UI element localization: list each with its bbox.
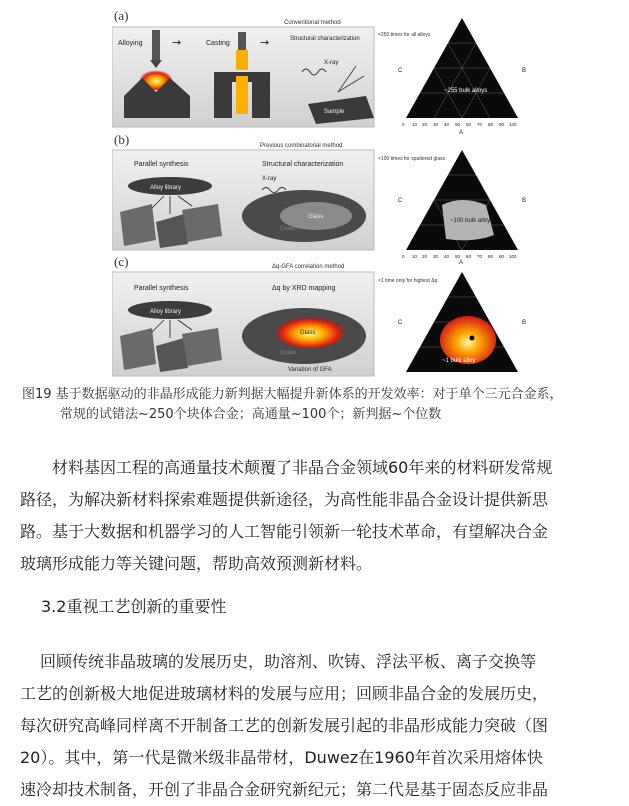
ternary-c-label-b: B <box>522 320 527 326</box>
arrow-icon: → <box>172 36 182 49</box>
svg-text:20: 20 <box>422 254 428 259</box>
ternary-b-label-c: C <box>398 198 403 204</box>
ternary-b-label-a: A <box>459 260 464 266</box>
ternary-a-label-a: A <box>459 130 464 136</box>
svg-text:0: 0 <box>402 122 405 127</box>
panel-c-step-parallel: Parallel synthesis <box>134 285 189 292</box>
panel-b-label: (b) <box>114 132 130 147</box>
svg-text:50: 50 <box>455 254 461 259</box>
svg-text:60: 60 <box>466 122 472 127</box>
svg-text:20: 20 <box>422 122 428 127</box>
svg-text:100: 100 <box>509 254 517 259</box>
paragraph-line: 20）。其中，第一代是微米级非晶带材，Duwez在1960年首次采用熔体快 <box>20 748 543 767</box>
ternary-b-ticks <box>402 254 517 259</box>
panel-a-method-title: Conventional method <box>284 20 341 26</box>
figure-19 <box>112 0 532 382</box>
panel-a-step-casting: Casting <box>206 40 230 47</box>
panel-c-glass-label: Glass <box>300 330 316 336</box>
svg-text:70: 70 <box>477 254 483 259</box>
paragraph-line: 材料基因工程的高通量技术颠覆了非晶合金领域60年来的材料研发常规 <box>52 458 553 477</box>
paragraph-2 <box>20 646 610 806</box>
svg-text:50: 50 <box>455 122 461 127</box>
caption-line-2: 常规的试错法~250个块体合金；高通量~100个；新判据~个位数 <box>60 407 442 422</box>
ternary-a-label-c: C <box>398 68 403 74</box>
ternary-c <box>398 272 526 372</box>
arrow-icon: → <box>260 36 270 49</box>
panel-b <box>112 132 446 250</box>
paragraph-line: 玻璃形成能力等关键问题，帮助高效预测新材料。 <box>20 554 373 573</box>
panel-c-library-label: Alloy library <box>150 309 182 315</box>
panel-b-step-parallel: Parallel synthesis <box>134 161 189 168</box>
ternary-b <box>398 150 526 266</box>
ternary-c-label-c: C <box>398 320 403 326</box>
panel-a-label: (a) <box>114 8 129 23</box>
paragraph-1 <box>20 452 610 580</box>
paragraph-line: 路径，为解决新材料探索难题提供新途径，为高性能非晶合金设计提供新思 <box>20 490 549 509</box>
panel-c <box>112 254 438 376</box>
panel-b-crystal-label: Crystal <box>280 226 296 232</box>
paragraph-line: 速冷却技术制备，开创了非晶合金研究新纪元；第二代是基于固态反应非晶 <box>20 780 549 799</box>
panel-a-note: ×250 times for all alloys <box>378 32 431 38</box>
ternary-a-text: ~255 bulk alloys <box>444 88 488 94</box>
svg-text:70: 70 <box>477 122 483 127</box>
panel-b-note: ×100 times for sputtered glass <box>378 156 446 162</box>
panel-a-sample-label: Sample <box>324 109 345 115</box>
panel-c-label: (c) <box>114 254 129 269</box>
panel-c-step-xrd: Δq by XRD mapping <box>272 285 336 292</box>
svg-text:90: 90 <box>499 254 505 259</box>
figure-caption <box>22 385 612 425</box>
caption-line-1: 图19 基于数据驱动的非晶形成能力新判据大幅提升新体系的开发效率：对于单个三元合金系， <box>22 387 563 402</box>
svg-text:90: 90 <box>499 122 505 127</box>
svg-text:80: 80 <box>488 122 494 127</box>
panel-b-xray-label: X-ray <box>262 176 277 182</box>
panel-c-crystal-label: Crystal <box>280 350 296 356</box>
panel-c-method-title: Δq-GFA correlation method <box>272 264 345 270</box>
paragraph-line: 回顾传统非晶玻璃的发展历史，助溶剂、吹铸、浮法平板、离子交换等 <box>40 652 537 671</box>
ternary-b-text: ~100 bulk alloys <box>450 218 494 224</box>
ternary-a-label-b: B <box>522 68 527 74</box>
svg-text:30: 30 <box>433 122 439 127</box>
svg-text:40: 40 <box>444 122 450 127</box>
panel-b-method-title: Previous combinatorial method <box>260 143 343 149</box>
paragraph-line: 工艺的创新极大地促进玻璃材料的发展与应用；回顾非晶合金的发展历史， <box>20 684 549 703</box>
panel-a-step-alloying: Alloying <box>118 40 143 47</box>
panel-a-step-structural: Structural characterization <box>290 36 360 42</box>
svg-text:10: 10 <box>412 254 418 259</box>
panel-c-note: ×1 time only for highest Δq <box>378 278 438 284</box>
section-heading: 3.2重视工艺创新的重要性 <box>41 597 227 616</box>
svg-text:60: 60 <box>466 254 472 259</box>
svg-text:10: 10 <box>412 122 418 127</box>
svg-text:0: 0 <box>402 254 405 259</box>
ternary-c-text: ~1 bulk alloy <box>442 358 476 364</box>
panel-b-step-structural: Structural characterization <box>262 161 344 168</box>
panel-b-library-label: Alloy library <box>150 185 182 191</box>
panel-b-glass-label: Glass <box>308 214 324 220</box>
panel-a <box>112 8 431 127</box>
panel-c-variation-label: Variation of GFA <box>288 367 332 373</box>
paragraph-line: 路。基于大数据和机器学习的人工智能引领新一轮技术革命，有望解决合金 <box>20 522 549 541</box>
svg-text:80: 80 <box>488 254 494 259</box>
paragraph-line: 每次研究高峰同样离不开制备工艺的创新发展引起的非晶形成能力突破（图 <box>20 716 549 735</box>
ternary-b-label-b: B <box>522 198 527 204</box>
svg-text:100: 100 <box>509 122 517 127</box>
svg-text:30: 30 <box>433 254 439 259</box>
ternary-a-ticks <box>402 122 517 127</box>
svg-text:40: 40 <box>444 254 450 259</box>
panel-a-xray-label: X-ray <box>324 60 339 66</box>
